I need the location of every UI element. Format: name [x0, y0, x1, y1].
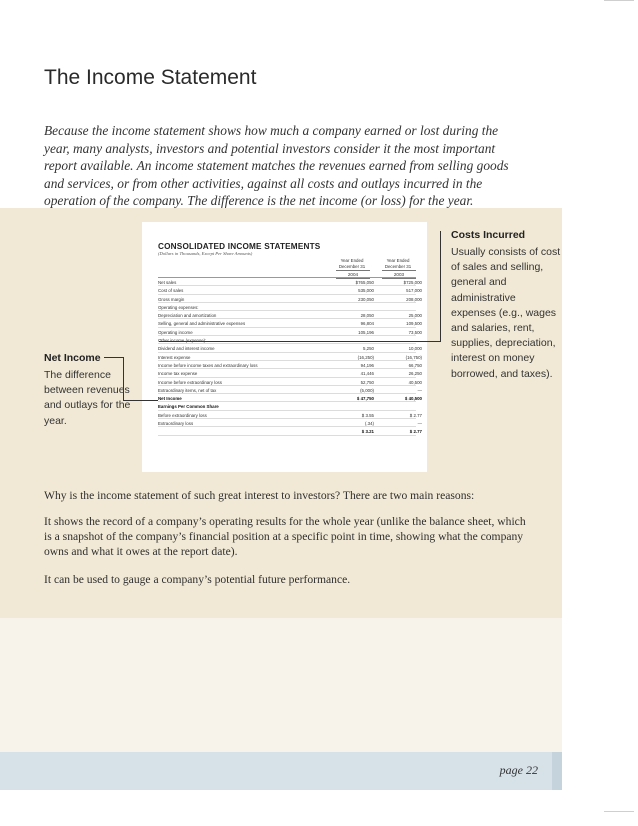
net-income-heading: Net Income	[44, 352, 101, 364]
statement-row-label: Operating expenses:	[158, 304, 199, 310]
year-2003: 2003	[382, 270, 416, 279]
statement-row-label: Cost of sales	[158, 288, 184, 294]
statement-row-label: Earnings Per Common Share	[158, 404, 219, 410]
statement-row	[158, 394, 422, 402]
reason-one-paragraph: It shows the record of a company’s operating results for the whole year (unlike the balance sheet, which is a snapshot of the company’s financial position at a specific point in time, showing what the company owns and what it owes at the report date).	[44, 515, 526, 559]
costs-incurred-text: Usually consists of cost of sales and selling, general and administrative expenses (e.g., wages and salaries, rent, supplies, depreciation, interest on money borrowed, and taxes).	[451, 246, 561, 380]
statement-value-2003: $ 40,500	[404, 396, 422, 402]
statement-row	[158, 328, 422, 336]
statement-row	[158, 427, 422, 435]
statement-value-2003: 10,000	[408, 346, 422, 352]
statement-value-2003: $ 2.77	[409, 412, 422, 418]
statement-row	[158, 295, 422, 303]
statement-value-2003: 517,000	[406, 288, 422, 294]
statement-row	[158, 303, 416, 311]
statement-row-label: Income before extraordinary loss	[158, 379, 222, 385]
statement-value-2004: 96,804	[360, 321, 374, 327]
statement-row-label: Dividend and interest income	[158, 346, 215, 352]
column-header-2003: Year Ended December 31	[384, 258, 412, 269]
footer-band	[0, 752, 562, 790]
statement-value-2003: 26,250	[408, 371, 422, 377]
statement-rows	[158, 278, 422, 436]
statement-value-2004: $765,050	[355, 280, 374, 285]
statement-row	[158, 419, 422, 427]
costs-incurred-heading: Costs Incurred	[451, 229, 526, 241]
corner-rule-top	[604, 0, 634, 1]
statement-row-label: Income tax expense	[158, 371, 198, 377]
statement-value-2003: $ 2.77	[409, 429, 422, 435]
statement-value-2004: $ 47,750	[356, 396, 374, 402]
statement-row	[158, 344, 422, 352]
statement-value-2003: 73,500	[408, 329, 422, 335]
income-statement-card	[142, 222, 427, 472]
statement-value-2004: 230,050	[358, 296, 374, 302]
statement-row	[158, 286, 422, 294]
costs-connector-vertical	[440, 231, 441, 341]
footer-tab	[552, 752, 562, 790]
statement-value-2004: (5,000)	[360, 387, 374, 393]
statement-value-2003: 25,000	[408, 313, 422, 319]
statement-row-label: Gross margin	[158, 296, 185, 302]
net-connector-horizontal	[104, 357, 123, 358]
statement-row-label: Extraordinary loss	[158, 421, 194, 427]
statement-value-2004: 535,000	[358, 288, 374, 294]
statement-value-2004: 52,750	[360, 379, 374, 385]
statement-value-2003: 66,750	[408, 362, 422, 368]
question-paragraph: Why is the income statement of such great interest to investors? There are two main reasons:	[44, 489, 475, 502]
statement-row	[158, 278, 422, 286]
statement-row	[158, 319, 422, 327]
statement-value-2003: 208,000	[406, 296, 422, 302]
page-title: The Income Statement	[44, 66, 257, 89]
corner-rule-bottom	[604, 811, 634, 812]
content-band-lower	[0, 618, 562, 752]
intro-paragraph: Because the income statement shows how much a company earned or lost during the year, many analysts, investors and potential investors consider it the most important report available. An income statement matches the revenues earned from selling goods and services, or from other activities, against all costs and outlays incurred in the operation of the company. The difference is the net income (or loss) for the year.	[44, 123, 509, 209]
statement-title: CONSOLIDATED INCOME STATEMENTS	[158, 242, 321, 251]
column-header-2004: Year Ended December 31	[338, 258, 366, 269]
statement-value-2003: (16,750)	[405, 354, 422, 360]
statement-value-2004: 41,446	[360, 371, 374, 377]
reason-two-paragraph: It can be used to gauge a company’s potential future performance.	[44, 573, 351, 586]
year-2004: 2004	[336, 270, 370, 279]
statement-row	[158, 402, 416, 410]
statement-value-2004: (.34)	[364, 421, 374, 427]
statement-value-2004: (16,250)	[357, 354, 374, 360]
statement-row-label: Extraordinary items, net of tax	[158, 387, 217, 393]
statement-row-label: Operating income	[158, 329, 193, 335]
statement-row-label: Income before income taxes and extraordinary loss	[158, 362, 258, 368]
statement-value-2003: —	[417, 387, 422, 393]
statement-value-2003: $725,000	[403, 280, 422, 285]
statement-value-2003: 40,500	[408, 379, 422, 385]
statement-row	[158, 411, 422, 419]
statement-row-label: Net Income	[158, 396, 182, 402]
costs-connector-horizontal	[159, 341, 441, 342]
statement-value-2004: 5,250	[363, 346, 374, 352]
statement-value-2004: 28,050	[360, 313, 374, 319]
statement-row-label: Depreciation and amortization	[158, 313, 217, 319]
statement-row	[158, 369, 422, 377]
statement-subtitle: (Dollars in Thousands, Except Per Share Amounts)	[158, 251, 253, 256]
statement-row-label: Selling, general and administrative expenses	[158, 321, 246, 327]
net-income-text: The difference between revenues and outlays for the year.	[44, 369, 131, 427]
page-number: page 22	[499, 763, 538, 777]
statement-value-2004: $ 3.21	[361, 429, 374, 435]
statement-row-label: Interest expense	[158, 354, 191, 360]
statement-row	[158, 311, 422, 319]
statement-value-2004: $ 3.55	[361, 412, 374, 418]
statement-value-2003: 109,500	[406, 321, 422, 327]
statement-value-2004: 105,196	[358, 329, 374, 335]
statement-row	[158, 378, 422, 386]
statement-value-2004: 94,196	[360, 362, 374, 368]
statement-value-2003: —	[417, 421, 422, 427]
statement-row	[158, 386, 422, 394]
statement-row	[158, 361, 422, 369]
statement-row-label: Net sales	[158, 280, 177, 285]
statement-row	[158, 353, 422, 361]
statement-row-label: Before extraordinary loss	[158, 412, 207, 418]
